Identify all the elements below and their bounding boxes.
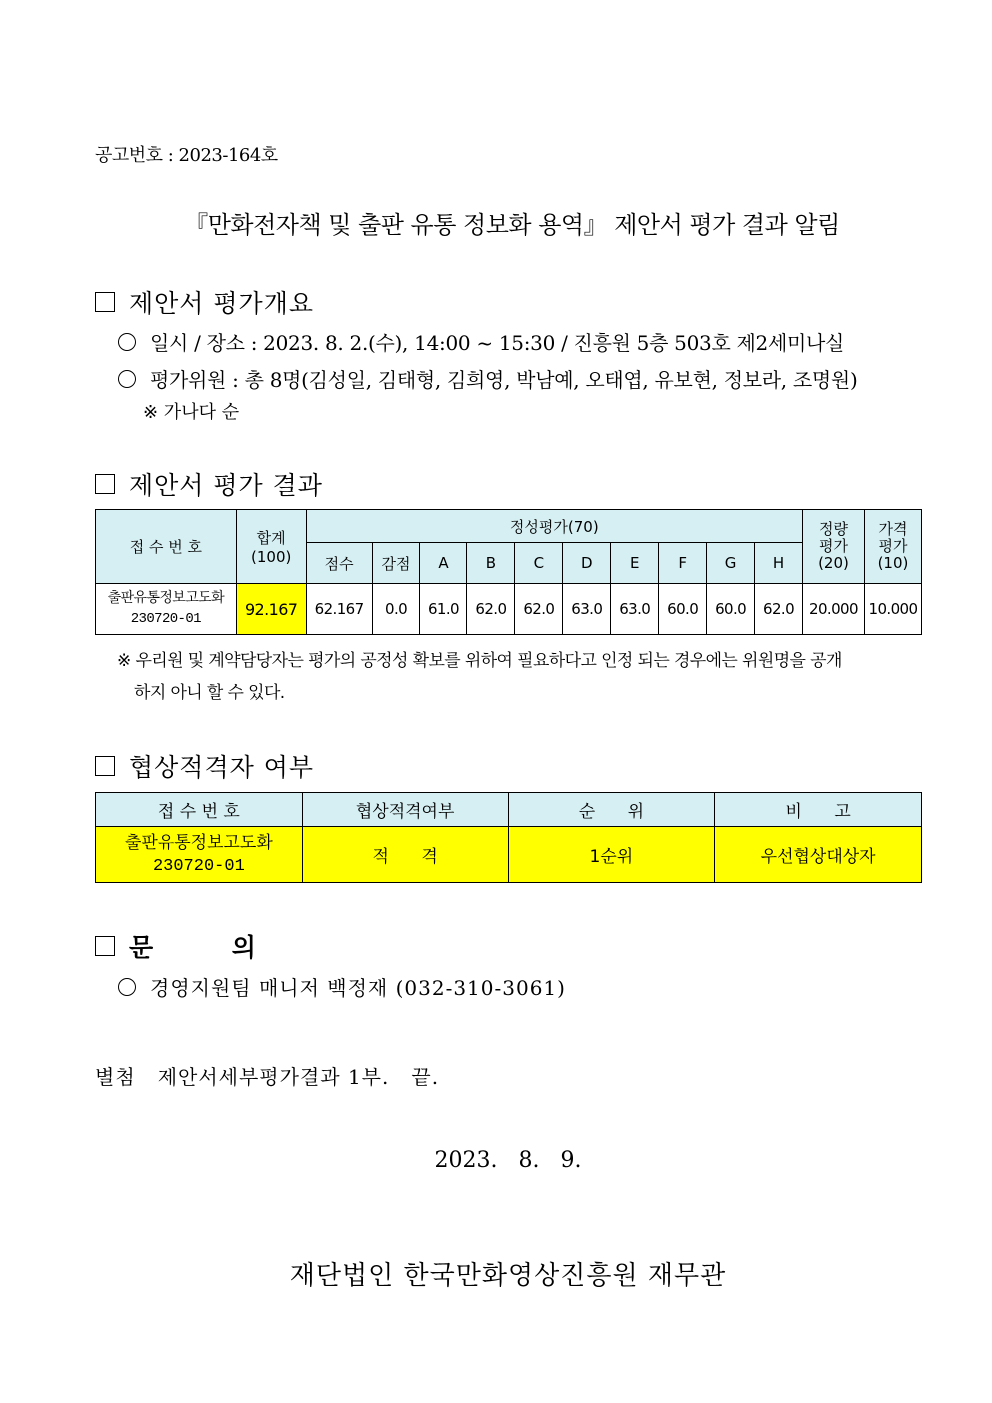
header-rank: 순 위 <box>508 793 715 827</box>
cell-evaluator-h: 62.0 <box>755 584 803 635</box>
receipt-code: 230720-01 <box>152 856 245 876</box>
cell-evaluator-f: 60.0 <box>659 584 707 635</box>
header-evaluator-h: H <box>755 543 803 584</box>
overview-item-label: 일시 / 장소 : 2023. 8. 2.(수), 14:00 ~ 15:30 / 진흥원 5층 503호 제2세미나실 <box>150 331 845 355</box>
cell-total: 92.167 <box>236 584 306 635</box>
receipt-code: 230720-01 <box>130 611 201 627</box>
header-score: 점수 <box>306 543 372 584</box>
checkbox-square-icon <box>95 474 115 494</box>
header-deduction: 감점 <box>372 543 420 584</box>
header-price-line3: (10) <box>877 554 909 572</box>
issue-date: 2023. 8. 9. <box>434 1148 582 1173</box>
section-heading-inquiry <box>95 928 257 964</box>
notice-number: 공고번호 : 2023-164호 <box>95 145 278 166</box>
section-heading-eligibility <box>95 748 314 784</box>
section-heading-label: 제안서 평가 결과 <box>129 471 323 500</box>
header-quantitative-line3: (20) <box>818 554 849 572</box>
cell-evaluator-a: 61.0 <box>420 584 467 635</box>
header-price-line1: 가격 <box>878 520 908 538</box>
overview-item-evaluators <box>118 364 857 393</box>
section-heading-label: 문 의 <box>129 933 257 962</box>
receipt-name: 출판유통정보고도화 <box>107 590 225 606</box>
cell-evaluator-g: 60.0 <box>707 584 755 635</box>
overview-item-datetime <box>118 327 844 356</box>
overview-note: ※ 가나다 순 <box>143 402 240 423</box>
cell-evaluator-e: 63.0 <box>611 584 659 635</box>
cell-remark: 우선협상대상자 <box>715 827 922 883</box>
contact-label: 경영지원팀 매니저 백정재 (032-310-3061) <box>150 976 566 1000</box>
header-receipt-no: 접 수 번 호 <box>96 793 303 827</box>
circle-bullet-icon <box>118 370 136 388</box>
cell-eligibility: 적 격 <box>302 827 508 883</box>
header-evaluator-b: B <box>467 543 515 584</box>
header-evaluator-e: E <box>611 543 659 584</box>
header-receipt-no: 접 수 번 호 <box>96 510 237 584</box>
header-quantitative-line2: 평가 <box>818 537 848 555</box>
disclosure-note-line1: ※ 우리원 및 계약담당자는 평가의 공정성 확보를 위하여 필요하다고 인정 되는 경우에는 위원명을 공개 <box>117 651 842 671</box>
contact-item <box>118 972 566 1001</box>
circle-bullet-icon <box>118 978 136 996</box>
header-quantitative-line1: 정량 <box>818 520 848 538</box>
section-heading-label: 제안서 평가개요 <box>129 289 314 318</box>
header-evaluator-g: G <box>707 543 755 584</box>
checkbox-square-icon <box>95 936 115 956</box>
disclosure-note-line2: 하지 아니 할 수 있다. <box>134 683 285 703</box>
cell-deduction: 0.0 <box>372 584 420 635</box>
header-eligibility: 협상적격여부 <box>302 793 508 827</box>
header-total-sub: (100) <box>251 548 292 566</box>
header-qualitative: 정성평가(70) <box>306 510 802 543</box>
cell-receipt-no <box>96 827 303 883</box>
table-row <box>96 827 922 883</box>
cell-evaluator-b: 62.0 <box>467 584 515 635</box>
overview-item-label: 평가위원 : 총 8명(김성일, 김태형, 김희영, 박남예, 오태엽, 유보현, 정보라, 조명원) <box>150 368 858 392</box>
header-total-label: 합계 <box>256 529 286 547</box>
section-heading-results <box>95 466 323 502</box>
attachment-line: 별첨 제안서세부평가결과 1부. 끝. <box>95 1065 440 1089</box>
evaluation-results-table <box>95 509 922 635</box>
checkbox-square-icon <box>95 292 115 312</box>
signer: 재단법인 한국만화영상진흥원 재무관 <box>289 1261 727 1291</box>
header-total <box>236 510 306 584</box>
cell-score: 62.167 <box>306 584 372 635</box>
header-price <box>864 510 921 584</box>
table-row <box>96 584 922 635</box>
cell-quantitative: 20.000 <box>802 584 864 635</box>
header-remark: 비 고 <box>715 793 922 827</box>
section-heading-label: 협상적격자 여부 <box>129 753 314 782</box>
cell-price: 10.000 <box>864 584 921 635</box>
eligibility-table <box>95 792 922 883</box>
section-heading-overview <box>95 284 314 320</box>
receipt-name: 출판유통정보고도화 <box>124 832 273 853</box>
header-evaluator-d: D <box>563 543 611 584</box>
header-evaluator-c: C <box>515 543 563 584</box>
circle-bullet-icon <box>118 333 136 351</box>
header-evaluator-f: F <box>659 543 707 584</box>
header-price-line2: 평가 <box>878 537 908 555</box>
header-evaluator-a: A <box>420 543 467 584</box>
cell-receipt-no <box>96 584 237 635</box>
header-quantitative <box>802 510 864 584</box>
cell-rank: 1순위 <box>508 827 715 883</box>
cell-evaluator-c: 62.0 <box>515 584 563 635</box>
cell-evaluator-d: 63.0 <box>563 584 611 635</box>
document-title: 『만화전자책 및 출판 유통 정보화 용역』 제안서 평가 결과 알림 <box>184 211 840 239</box>
checkbox-square-icon <box>95 756 115 776</box>
